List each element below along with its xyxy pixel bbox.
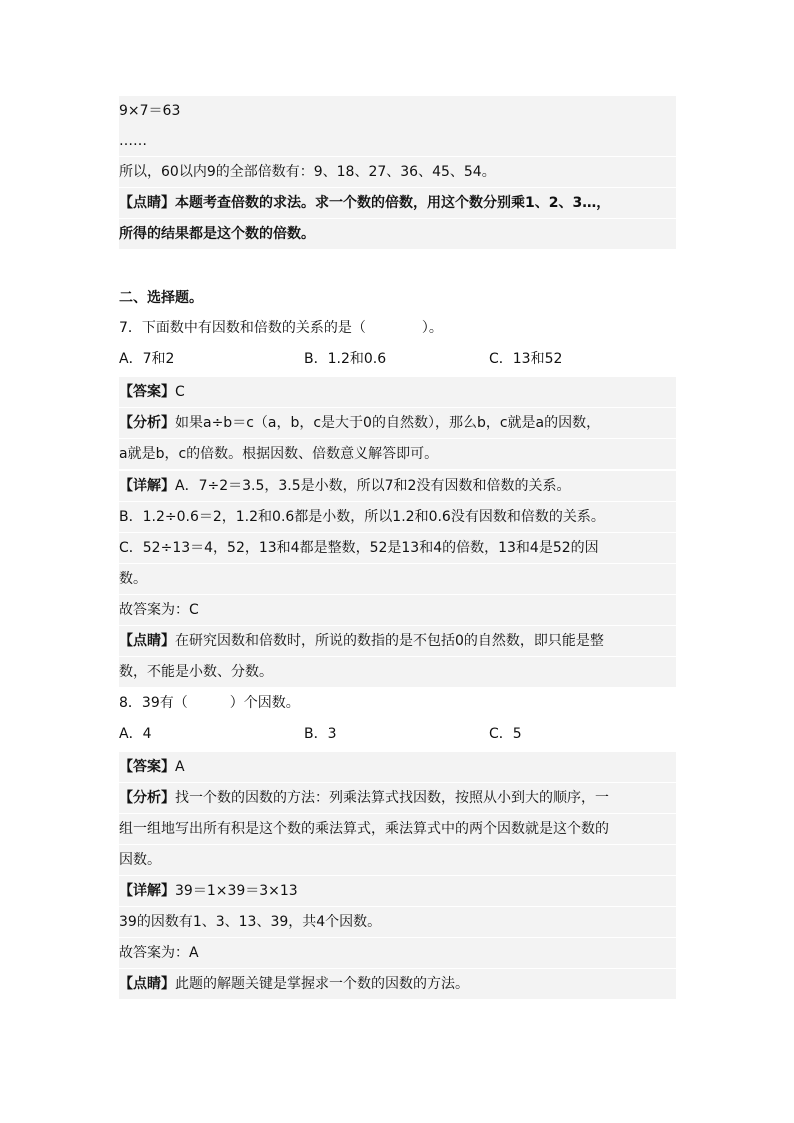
analysis-text: 找一个数的因数的方法：列乘法算式找因数，按照从小到大的顺序，一 [175,790,609,806]
detail-tag: 【详解】 [119,478,175,494]
q7-detail-2: B．1.2÷0.6＝2，1.2和0.6都是小数，所以1.2和0.6没有因数和倍数的关系。 [119,502,676,532]
q7-detail-1 [119,471,676,501]
q7-options [119,344,676,374]
prev-note-line-2: 所得的结果都是这个数的倍数。 [119,219,676,249]
q7-option-a: A．7和2 [119,351,175,367]
note-text: 在研究因数和倍数时，所说的数指的是不包括0的自然数，即只能是整 [175,633,604,649]
q8-detail-2: 39的因数有1、3、13、39，共4个因数。 [119,907,676,937]
q8-option-a: A．4 [119,726,152,742]
prev-line-2: …… [119,126,676,156]
detail-tag: 【详解】 [119,883,175,899]
detail-text: 39＝1×39＝3×13 [175,883,298,899]
q7-option-c: C．13和52 [489,351,563,367]
q7-note-1 [119,626,676,656]
analysis-text: 如果a÷b＝c（a，b，c是大于0的自然数），那么b，c就是a的因数， [175,415,601,431]
detail-text: A．7÷2＝3.5，3.5是小数，所以7和2没有因数和倍数的关系。 [175,478,571,494]
q8-final: 故答案为：A [119,938,676,968]
answer-tag: 【答案】 [119,384,175,400]
q7-detail-3: C．52÷13＝4，52，13和4都是整数，52是13和4的倍数，13和4是52的因 [119,533,676,563]
q7-answer [119,377,676,407]
q7-analysis-2: a就是b，c的倍数。根据因数、倍数意义解答即可。 [119,439,676,469]
q7-analysis-1 [119,408,676,438]
q7-final: 故答案为：C [119,595,676,625]
q8-option-c: C．5 [489,726,522,742]
q7-detail-4: 数。 [119,564,676,594]
section-title: 二、选择题。 [119,290,203,306]
q7-option-b: B．1.2和0.6 [304,351,387,367]
answer-value: A [175,759,185,775]
analysis-tag: 【分析】 [119,790,175,806]
analysis-tag: 【分析】 [119,415,175,431]
note-text: 本题考查倍数的求法。求一个数的倍数，用这个数分别乘1、2、3…， [175,195,611,211]
prev-line-3: 所以，60以内9的全部倍数有：9、18、27、36、45、54。 [119,157,676,187]
q8-answer [119,752,676,782]
q8-detail-1 [119,876,676,906]
answer-tag: 【答案】 [119,759,175,775]
note-tag: 【点睛】 [119,195,175,211]
q8-analysis-2: 组一组地写出所有积是这个数的乘法算式，乘法算式中的两个因数就是这个数的 [119,814,676,844]
note-text: 此题的解题关键是掌握求一个数的因数的方法。 [175,976,469,992]
q7-stem: 7．下面数中有因数和倍数的关系的是（ ）。 [119,320,443,336]
q7-note-2: 数，不能是小数、分数。 [119,657,676,687]
note-tag: 【点睛】 [119,976,175,992]
q8-options [119,719,676,749]
q8-stem: 8．39有（ ）个因数。 [119,695,300,711]
q8-analysis-1 [119,783,676,813]
q8-note-1 [119,969,676,999]
note-tag: 【点睛】 [119,633,175,649]
q8-analysis-3: 因数。 [119,845,676,875]
answer-value: C [175,384,185,400]
prev-line-1: 9×7＝63 [119,96,676,126]
q8-option-b: B．3 [304,726,337,742]
prev-note-line-1 [119,188,676,218]
